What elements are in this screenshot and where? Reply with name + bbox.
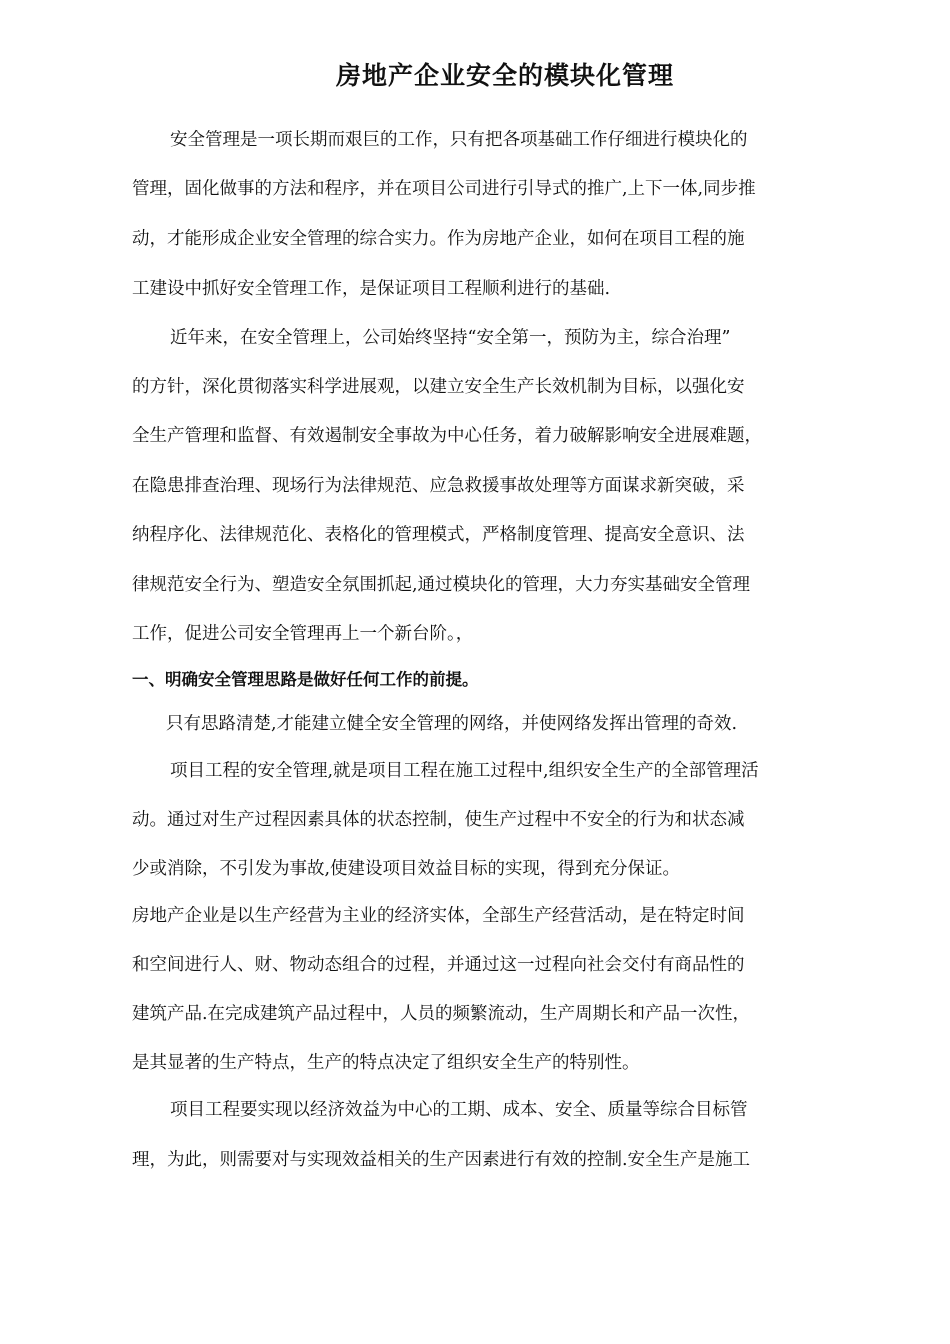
paragraph-line: 和空间进行人、财、物动态组合的过程，并通过这一过程向社会交付有商品性的 bbox=[132, 955, 745, 975]
paragraph-line: 纳程序化、法律规范化、表格化的管理模式，严格制度管理、提高安全意识、法 bbox=[132, 525, 745, 545]
paragraph-line: 的方针，深化贯彻落实科学进展观，以建立安全生产长效机制为目标，以强化安 bbox=[132, 377, 745, 397]
paragraph-line: 少或消除，不引发为事故,使建设项目效益目标的实现，得到充分保证。 bbox=[132, 859, 681, 879]
paragraph-line: 动。通过对生产过程因素具体的状态控制，使生产过程中不安全的行为和状态减 bbox=[132, 810, 745, 830]
paragraph-line: 管理，固化做事的方法和程序，并在项目公司进行引导式的推广,上下一体,同步推 bbox=[132, 179, 756, 199]
paragraph-line: 全生产管理和监督、有效遏制安全事故为中心任务，着力破解影响安全进展难题， bbox=[132, 426, 762, 446]
paragraph-line: 工作，促进公司安全管理再上一个新台阶。， bbox=[132, 624, 474, 644]
paragraph-line: 只有思路清楚,才能建立健全安全管理的网络，并使网络发挥出管理的奇效. bbox=[166, 714, 738, 734]
document-title: 房地产企业安全的模块化管理 bbox=[335, 61, 674, 90]
paragraph-line: 项目工程要实现以经济效益为中心的工期、成本、安全、质量等综合目标管 bbox=[170, 1100, 748, 1120]
paragraph-line: 安全管理是一项长期而艰巨的工作，只有把各项基础工作仔细进行模块化的 bbox=[170, 130, 748, 150]
paragraph-line: 律规范安全行为、塑造安全氛围抓起,通过模块化的管理，大力夯实基础安全管理 bbox=[132, 575, 751, 595]
paragraph-line: 理，为此，则需要对与实现效益相关的生产因素进行有效的控制.安全生产是施工 bbox=[132, 1150, 751, 1170]
section-heading: 一、明确安全管理思路是做好任何工作的前提。 bbox=[132, 670, 479, 689]
paragraph-line: 项目工程的安全管理,就是项目工程在施工过程中,组织安全生产的全部管理活 bbox=[170, 761, 759, 781]
paragraph-line: 动，才能形成企业安全管理的综合实力。作为房地产企业，如何在项目工程的施 bbox=[132, 229, 745, 249]
paragraph-line: 工建设中抓好安全管理工作，是保证项目工程顺利进行的基础. bbox=[132, 279, 611, 299]
paragraph-line: 是其显著的生产特点，生产的特点决定了组织安全生产的特别性。 bbox=[132, 1053, 640, 1073]
paragraph-line: 在隐患排查治理、现场行为法律规范、应急救援事故处理等方面谋求新突破，采 bbox=[132, 476, 745, 496]
paragraph-line: 近年来，在安全管理上，公司始终坚持“安全第一，预防为主，综合治理” bbox=[170, 328, 731, 348]
paragraph-line: 建筑产品.在完成建筑产品过程中，人员的频繁流动，生产周期长和产品一次性， bbox=[132, 1004, 751, 1024]
paragraph-line: 房地产企业是以生产经营为主业的经济实体，全部生产经营活动，是在特定时间 bbox=[132, 906, 745, 926]
